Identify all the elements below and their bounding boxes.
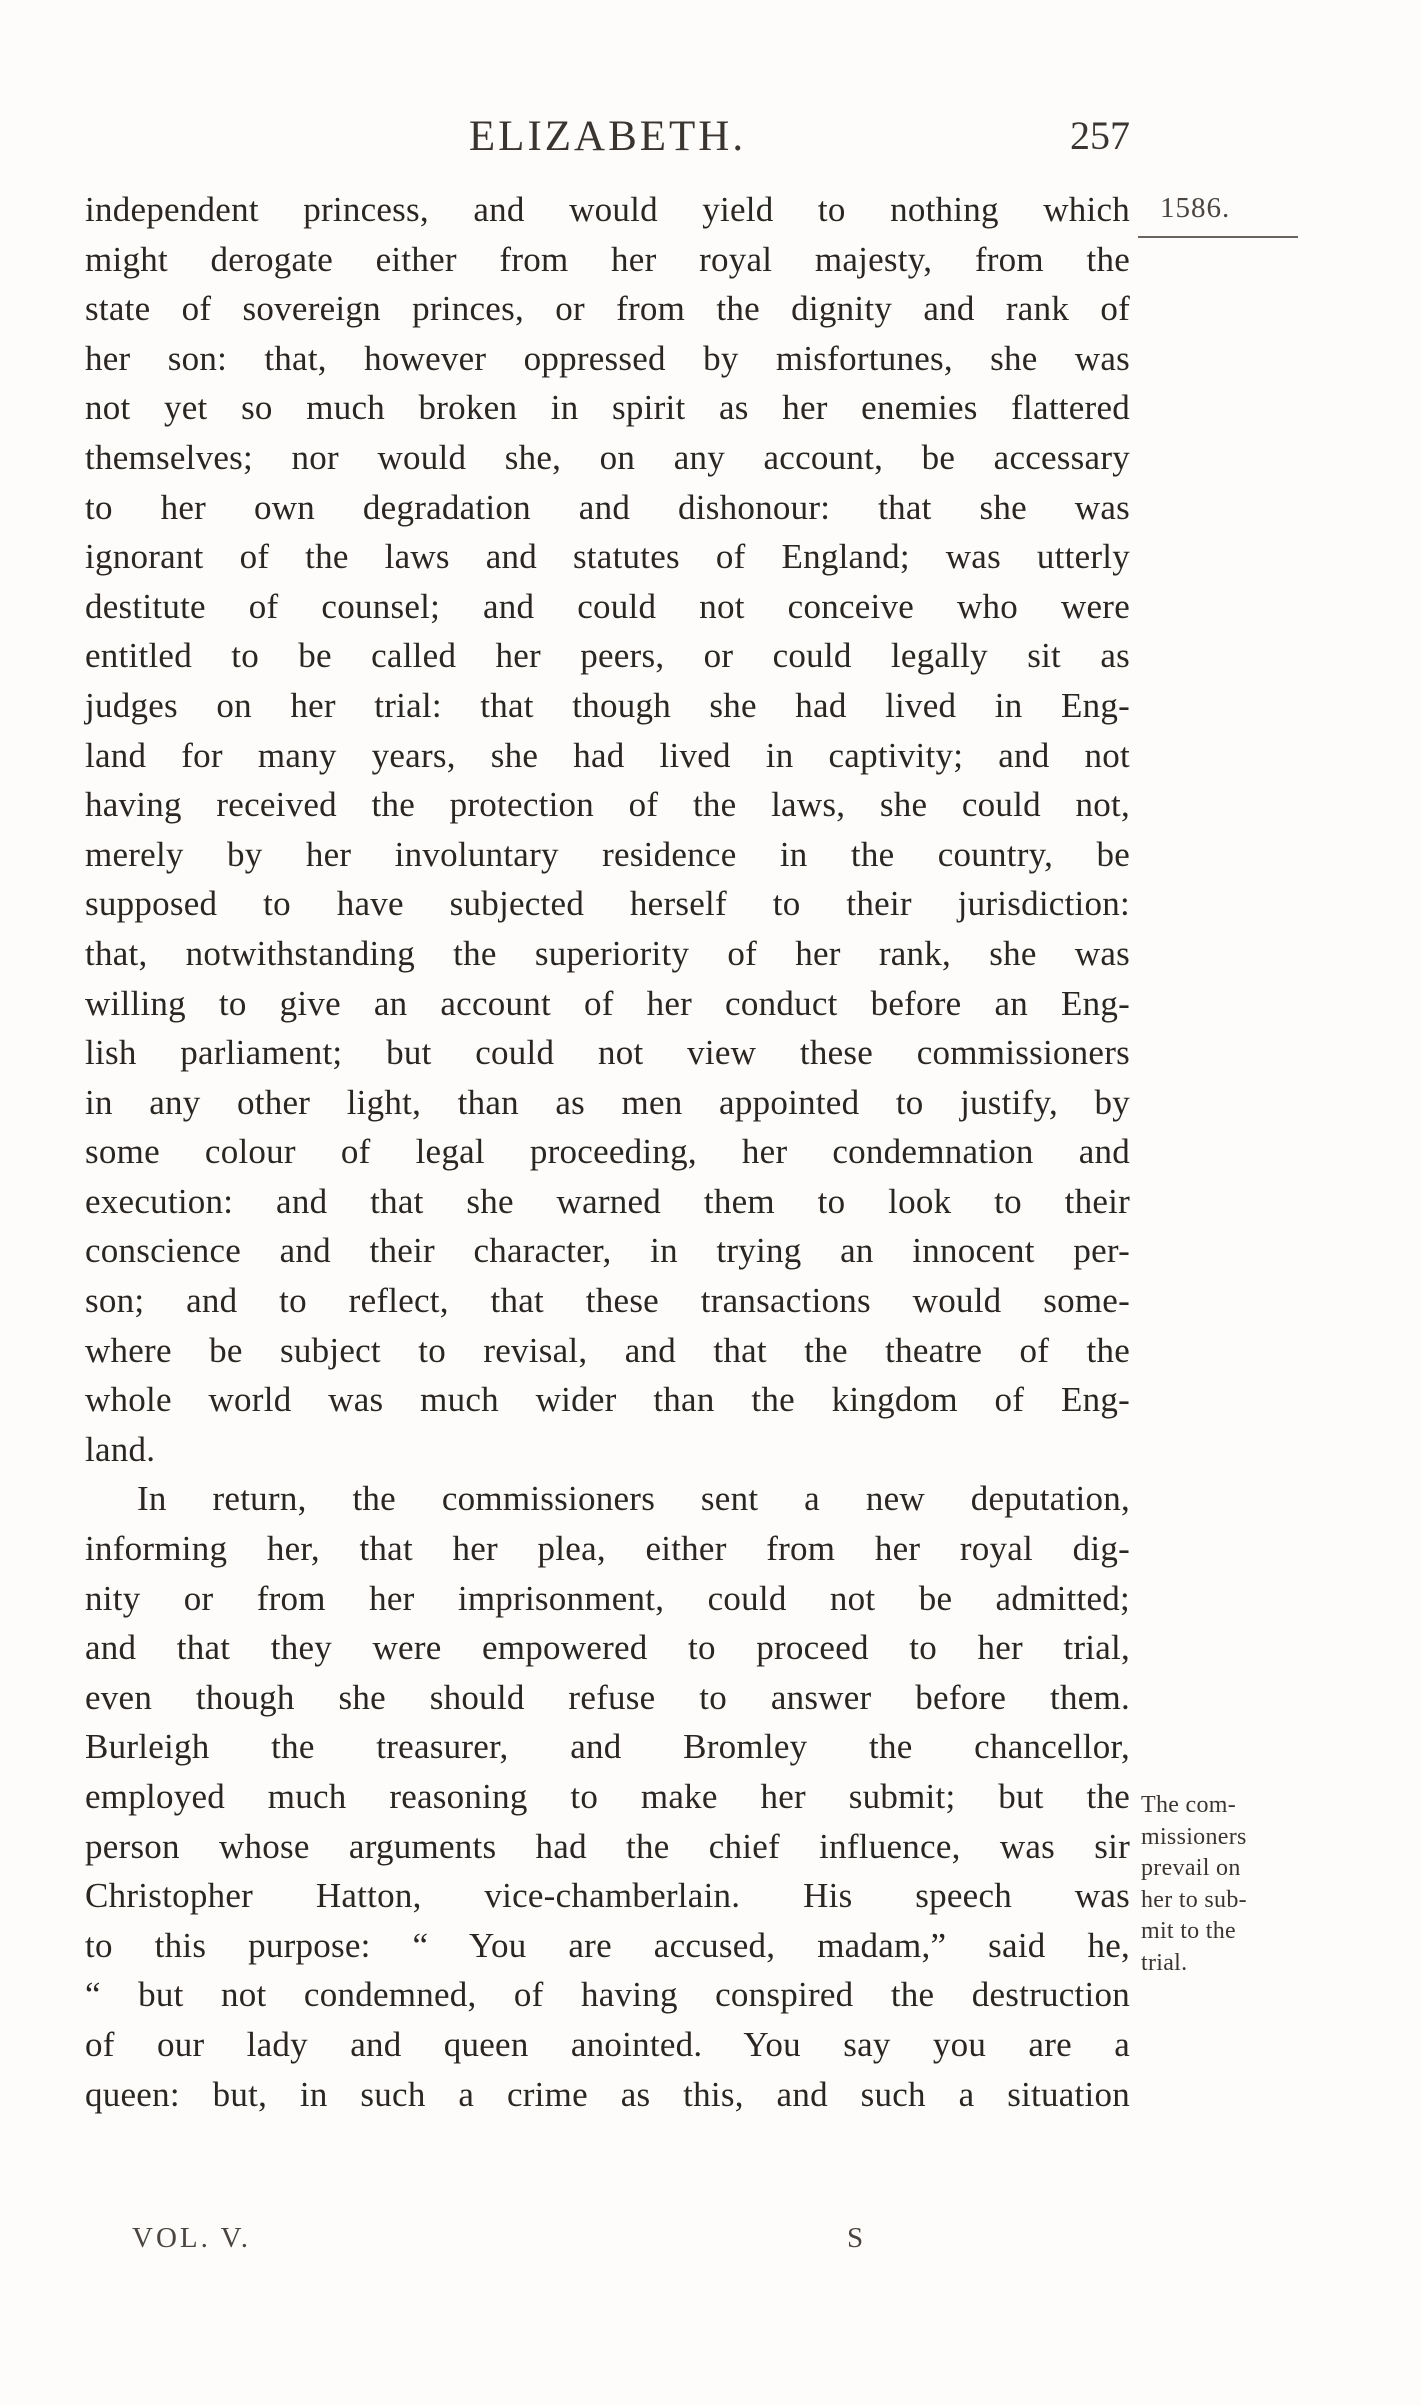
text-line: might derogate either from her royal majesty, from the — [85, 239, 1130, 279]
margin-rule-divider — [1138, 236, 1298, 238]
text-line: merely by her involuntary residence in the country, be — [85, 834, 1130, 874]
text-line: entitled to be called her peers, or could legally sit as — [85, 636, 1130, 676]
sidenote-line: her to sub- — [1141, 1886, 1247, 1913]
text-line: state of sovereign princes, or from the dignity and rank of — [85, 289, 1130, 329]
sidenote-line: prevail on — [1141, 1855, 1241, 1881]
text-line: judges on her trial: that though she had lived in Eng- — [85, 685, 1130, 725]
text-line: willing to give an account of her conduct before an Eng- — [85, 983, 1130, 1023]
text-line: ignorant of the laws and statutes of England; was utterly — [85, 537, 1130, 577]
text-line: land for many years, she had lived in captivity; and not — [85, 735, 1130, 775]
text-line: not yet so much broken in spirit as her enemies flattered — [85, 388, 1130, 428]
text-line: to her own degradation and dishonour: that she was — [85, 487, 1130, 527]
text-line: land. — [85, 1429, 156, 1469]
text-line: person whose arguments had the chief influence, was sir — [85, 1826, 1130, 1866]
text-line: where be subject to revisal, and that the theatre of the — [85, 1330, 1130, 1370]
text-line: themselves; nor would she, on any account, be accessary — [85, 437, 1130, 477]
text-line: in any other light, than as men appointed to justify, by — [85, 1082, 1130, 1122]
text-line: and that they were empowered to proceed to her trial, — [85, 1628, 1130, 1668]
text-line: Christopher Hatton, vice-chamberlain. His speech was — [85, 1876, 1130, 1916]
text-line: “ but not condemned, of having conspired the destruction — [85, 1975, 1130, 2015]
text-line: supposed to have subjected herself to their jurisdiction: — [85, 884, 1130, 924]
text-line: conscience and their character, in trying an innocent per- — [85, 1231, 1130, 1271]
body-text — [85, 185, 1130, 2119]
text-line: execution: and that she warned them to look to their — [85, 1181, 1130, 1221]
text-line: that, notwithstanding the superiority of her rank, she was — [85, 933, 1130, 973]
sidenote-line: The com- — [1141, 1792, 1237, 1818]
text-line: son; and to reflect, that these transactions would some- — [85, 1281, 1130, 1321]
running-head — [85, 112, 1130, 172]
text-line: queen: but, in such a crime as this, and such a situation — [85, 2074, 1130, 2114]
paragraph-start-line: In return, the commissioners sent a new deputation, — [137, 1479, 1130, 1519]
sidenote-line: missioners — [1141, 1823, 1247, 1850]
signature-mark: S — [847, 2222, 864, 2254]
text-line: whole world was much wider than the kingdom of Eng- — [85, 1380, 1130, 1420]
text-line: even though she should refuse to answer before them. — [85, 1677, 1130, 1717]
text-line: independent princess, and would yield to nothing which — [85, 190, 1130, 229]
volume-footer: VOL. V. — [132, 2222, 252, 2254]
text-line: some colour of legal proceeding, her condemnation and — [85, 1132, 1130, 1172]
text-line: nity or from her imprisonment, could not be admitted; — [85, 1578, 1130, 1618]
text-line: Burleigh the treasurer, and Bromley the chancellor, — [85, 1727, 1130, 1767]
sidenote-line: trial. — [1141, 1949, 1188, 1976]
text-line: her son: that, however oppressed by misfortunes, she was — [85, 338, 1130, 378]
page-number: 257 — [1070, 113, 1130, 158]
text-line: informing her, that her plea, either from her royal dig- — [85, 1529, 1130, 1569]
text-line: lish parliament; but could not view these commissioners — [85, 1033, 1130, 1073]
marginal-sidenote — [1141, 1790, 1301, 1979]
text-line: of our lady and queen anointed. You say you are a — [85, 2024, 1130, 2064]
text-line: having received the protection of the laws, she could not, — [85, 785, 1130, 825]
margin-date: 1586. — [1160, 192, 1231, 224]
text-line: to this purpose: “ You are accused, madam,” said he, — [85, 1925, 1130, 1965]
sidenote-line: mit to the — [1141, 1918, 1236, 1944]
text-line: employed much reasoning to make her submit; but the — [85, 1777, 1130, 1816]
text-line: destitute of counsel; and could not conceive who were — [85, 586, 1130, 626]
running-title: ELIZABETH. — [468, 113, 747, 160]
